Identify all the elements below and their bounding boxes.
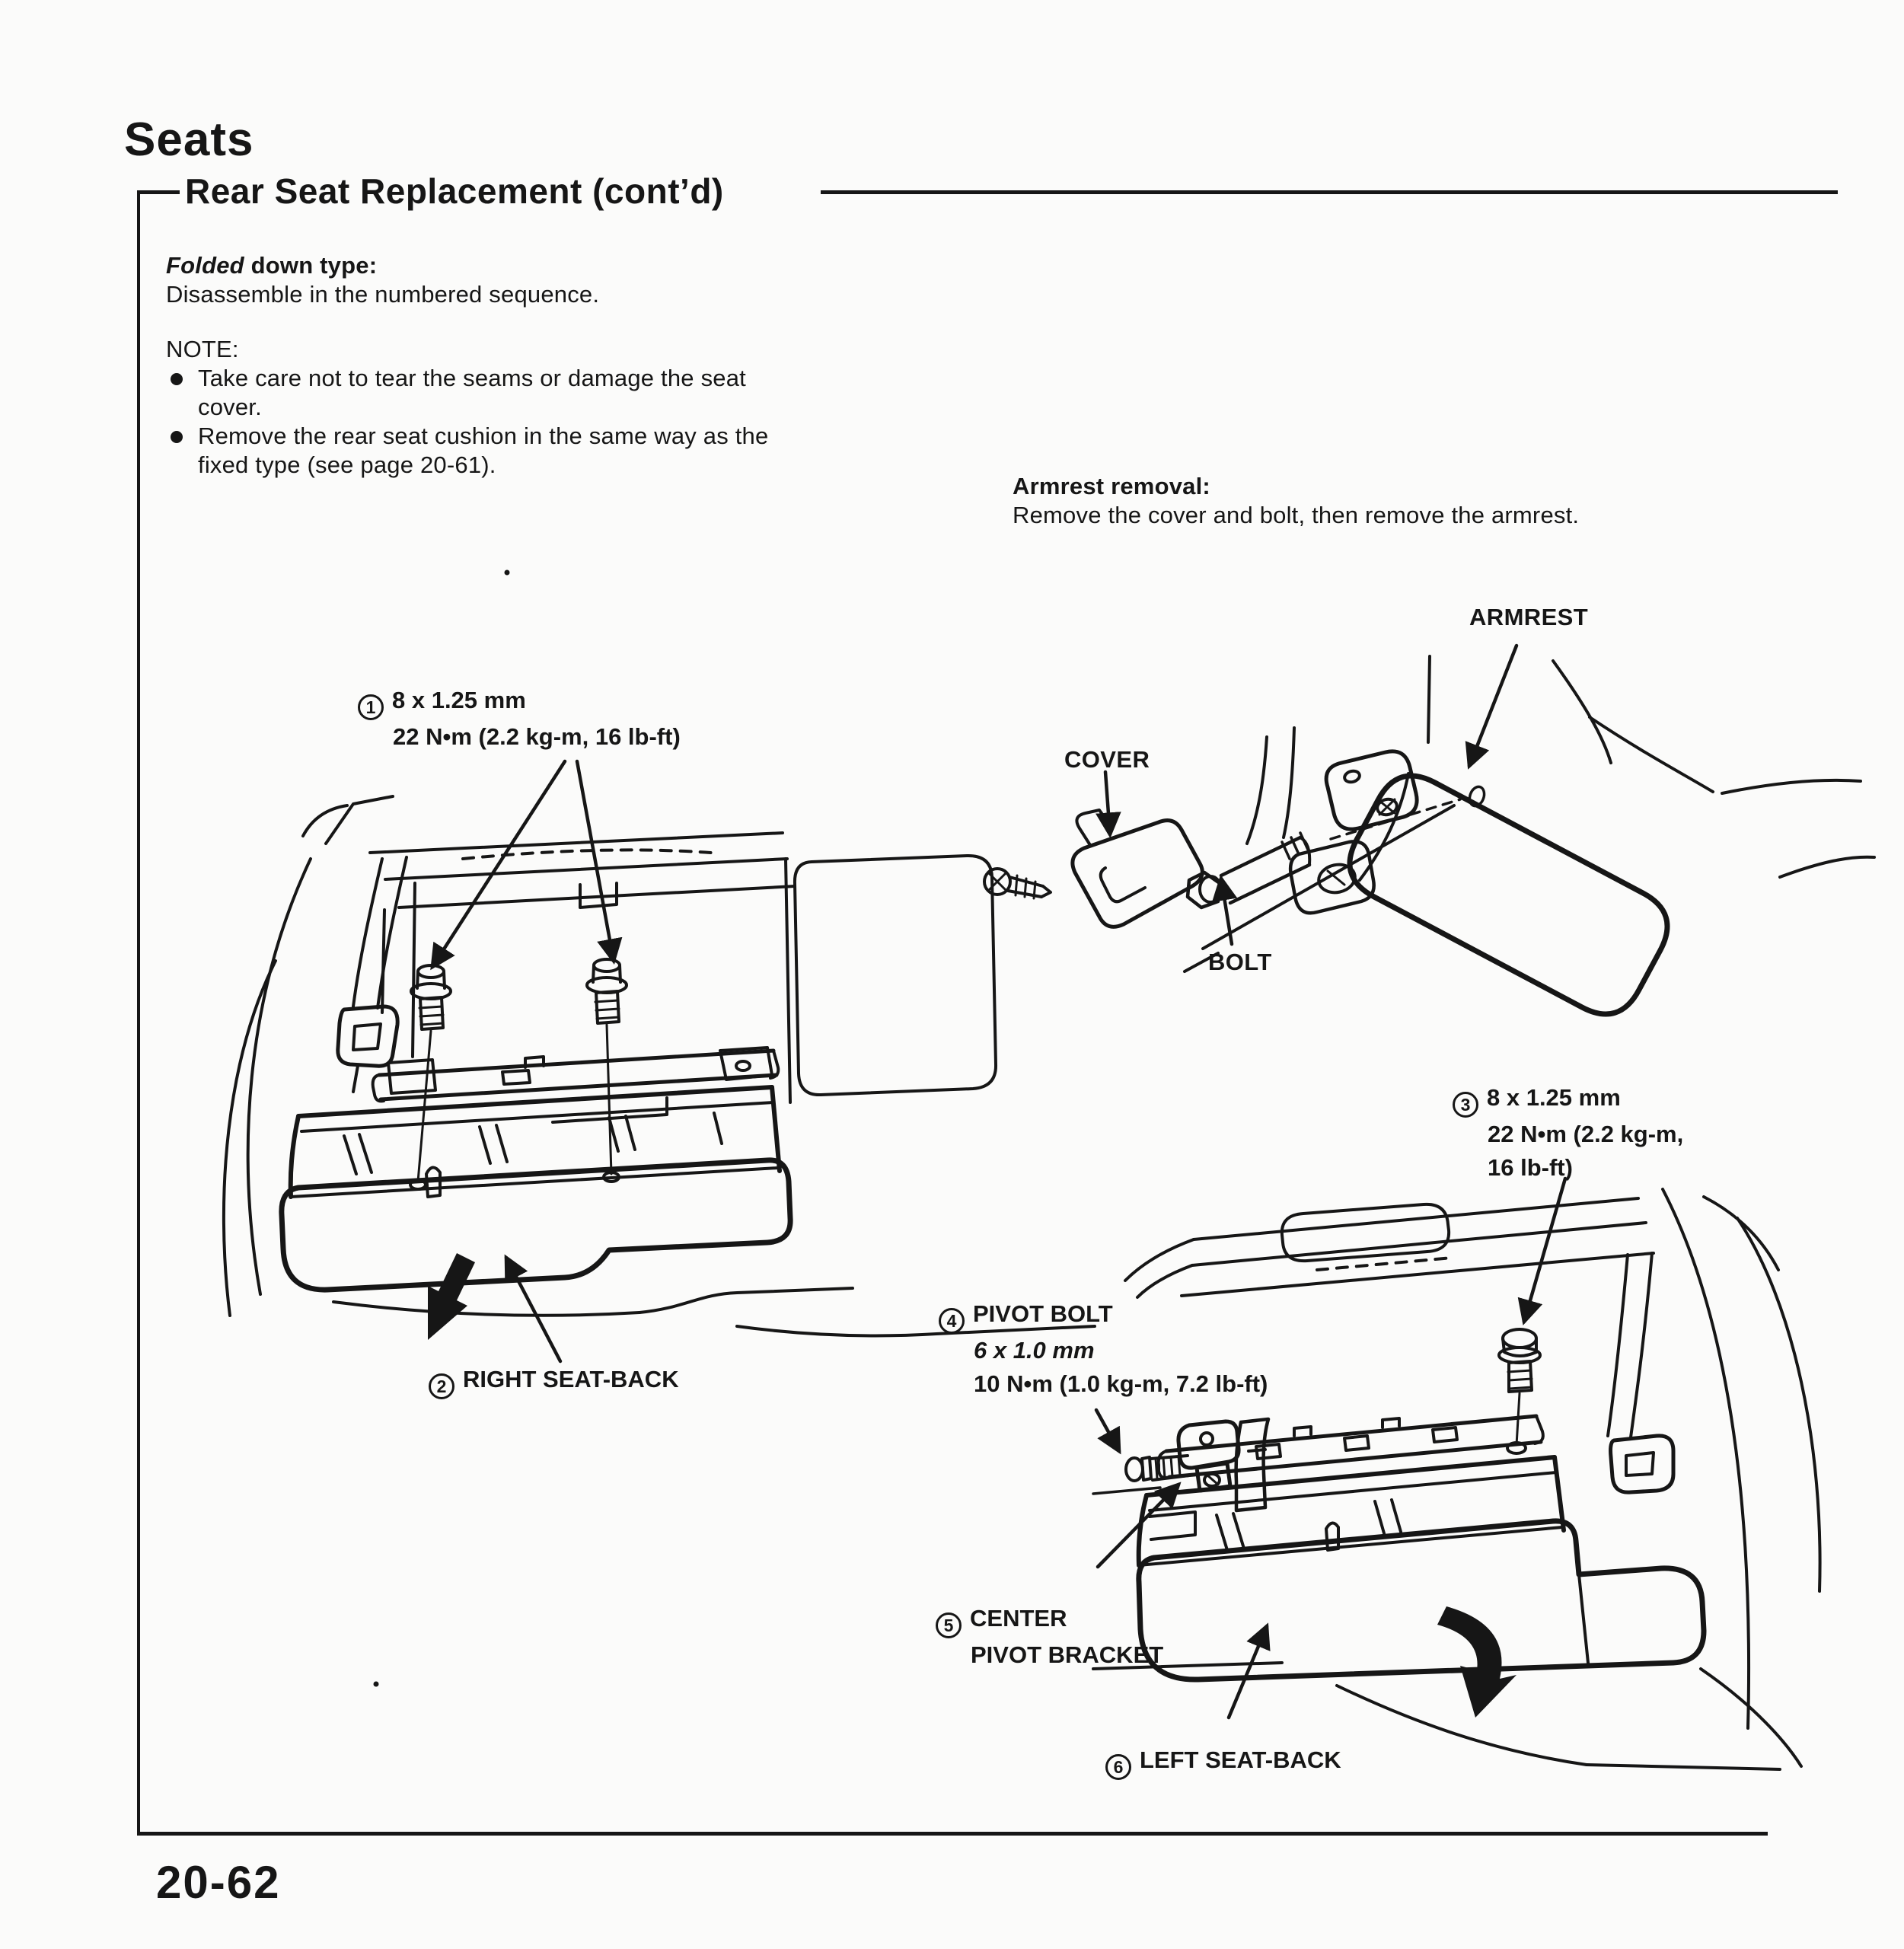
intro-block (166, 251, 805, 480)
bullet-icon (171, 431, 183, 443)
bracket-top-nub (137, 190, 180, 194)
figure-left-seat-back (1093, 1179, 1820, 1769)
scan-artifact-dot (374, 1682, 379, 1687)
note-item: Remove the rear seat cushion in the same way as the fixed type (see page 20-61). (166, 422, 775, 480)
scan-artifact-dot (505, 570, 510, 576)
pointer-armrest (1469, 646, 1517, 766)
pointer-callout-1b (577, 761, 614, 961)
circled-number-4: 4 (939, 1308, 965, 1334)
figure-right-seat-back (224, 761, 1095, 1361)
circled-number-3: 3 (1453, 1092, 1478, 1118)
cover-screw-icon (984, 869, 1051, 898)
bullet-icon (171, 373, 183, 385)
circled-number-1: 1 (358, 694, 384, 720)
callout-6: 6 LEFT SEAT-BACK (1105, 1743, 1341, 1780)
circled-number-6: 6 (1105, 1754, 1131, 1780)
circled-number-5: 5 (936, 1612, 962, 1638)
pointer-callout-4 (1096, 1410, 1119, 1451)
heading-rule (821, 190, 1838, 194)
bolt-right-icon (587, 959, 627, 1182)
spacer (166, 309, 805, 335)
section-heading: Rear Seat Replacement (cont’d) (185, 171, 724, 211)
armrest-removal-block (1013, 472, 1865, 530)
armrest-instruction: Remove the cover and bolt, then remove the armrest. (1013, 502, 1580, 528)
callout-3: 3 8 x 1.25 mm 22 N•m (2.2 kg-m, 16 lb-ft) (1453, 1081, 1683, 1185)
label-armrest: ARMREST (1469, 604, 1589, 630)
pointer-callout-2 (506, 1258, 560, 1361)
intro-instruction: Disassemble in the numbered sequence. (166, 281, 600, 308)
callout-4: 4 PIVOT BOLT 6 x 1.0 mm 10 N•m (1.0 kg-m, 7.2 lb-ft) (939, 1297, 1268, 1401)
armrest-cover-icon (1073, 810, 1202, 927)
pointer-callout-1a (432, 761, 565, 967)
note-item: Take care not to tear the seams or damage the seat cover. (166, 364, 775, 422)
armrest-heading: Armrest removal: (1013, 473, 1210, 499)
page-title: Seats (124, 113, 254, 166)
note-label: NOTE: (166, 336, 239, 362)
folded-type-label: Folded down type: (166, 252, 378, 279)
pointer-callout-6 (1229, 1626, 1267, 1718)
bracket-left-border (137, 190, 140, 1835)
fold-direction-arrow (428, 1253, 475, 1340)
bolt-top-icon (1499, 1329, 1540, 1453)
page-number: 20-62 (156, 1857, 281, 1908)
label-cover: COVER (1064, 746, 1150, 773)
bracket-bottom-border (137, 1832, 1768, 1836)
bolt-left-icon (410, 965, 451, 1189)
note-list (166, 364, 775, 480)
callout-1: 1 8 x 1.25 mm 22 N•m (2.2 kg-m, 16 lb-ft) (358, 684, 681, 754)
figure-armrest (984, 646, 1874, 1014)
callout-5: 5 CENTER PIVOT BRACKET (936, 1602, 1163, 1672)
circled-number-2: 2 (429, 1373, 454, 1399)
pointer-callout-3 (1524, 1179, 1565, 1322)
label-bolt: BOLT (1208, 949, 1272, 975)
pointer-cover (1105, 772, 1110, 834)
fold-direction-arrow (1437, 1606, 1517, 1718)
callout-2: 2 RIGHT SEAT-BACK (429, 1363, 679, 1399)
